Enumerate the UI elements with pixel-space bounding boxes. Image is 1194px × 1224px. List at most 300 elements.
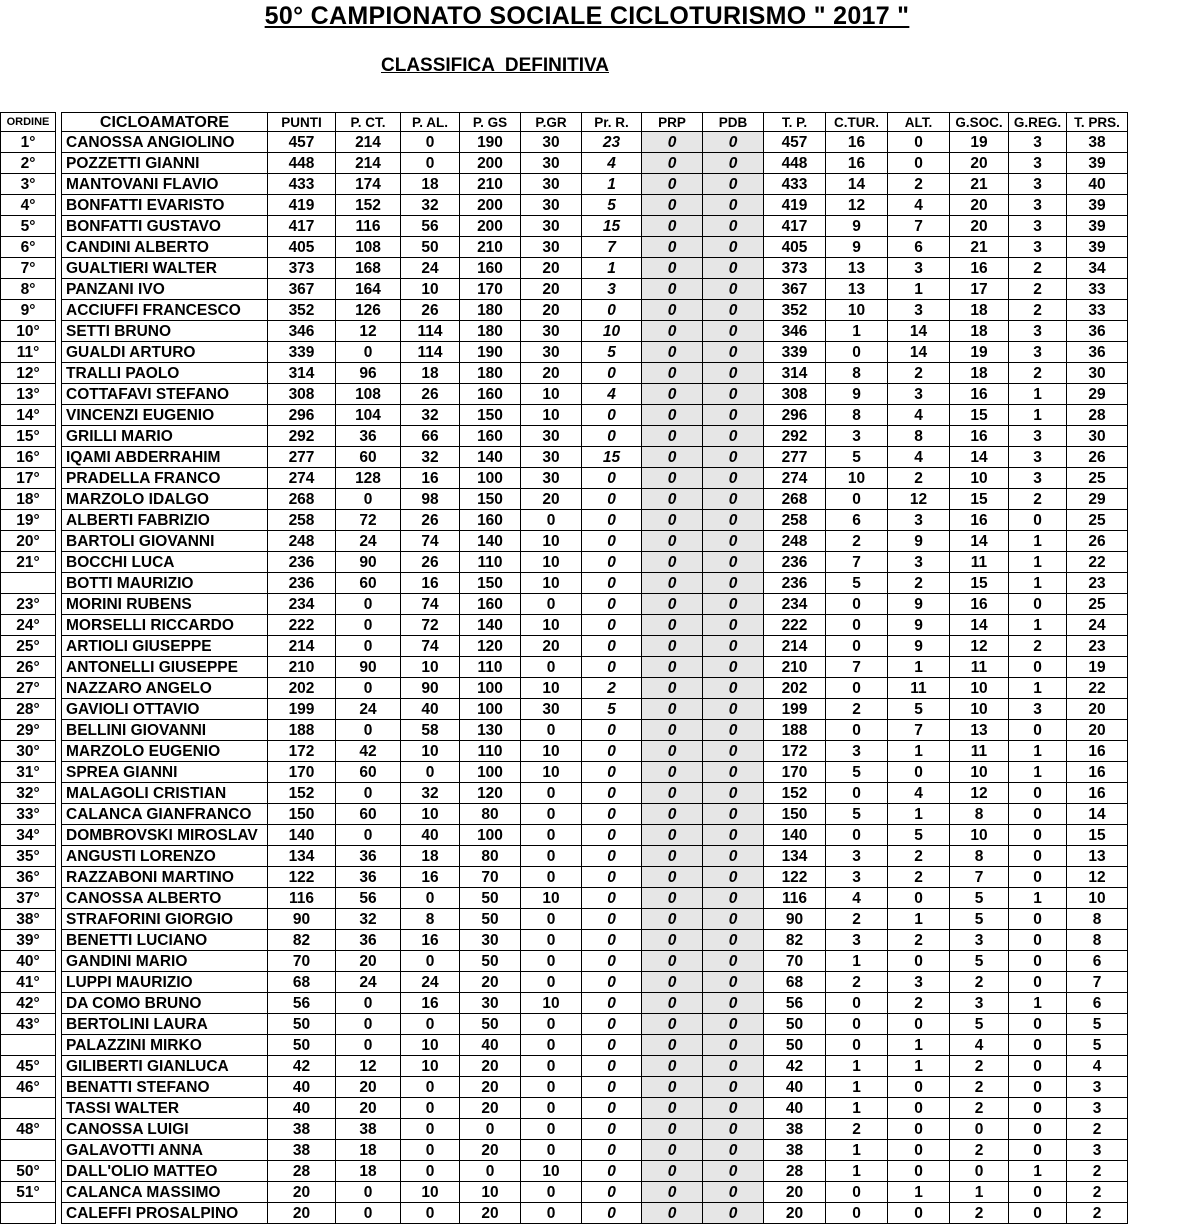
cell-t-prs: 2 [1067, 1203, 1128, 1224]
cell-ordine [1, 1203, 56, 1224]
cell-t-prs: 39 [1067, 195, 1128, 216]
cell-pr-r: 5 [582, 342, 642, 363]
cell-p-gr: 0 [521, 783, 582, 804]
cell-t-p: 419 [764, 195, 826, 216]
cell-p-gr: 10 [521, 531, 582, 552]
cell-p-gr: 0 [521, 951, 582, 972]
table-row [1, 153, 1128, 174]
cell-p-gs: 20 [460, 1098, 521, 1119]
cell-g-reg: 2 [1009, 363, 1067, 384]
cell-t-p: 122 [764, 867, 826, 888]
cell-pdb: 0 [703, 321, 764, 342]
cell-g-reg: 0 [1009, 783, 1067, 804]
cell-pr-r: 0 [582, 489, 642, 510]
cell-pr-r: 0 [582, 1098, 642, 1119]
cell-g-soc: 0 [950, 1161, 1009, 1182]
cell-p-gr: 0 [521, 1077, 582, 1098]
cell-g-reg: 0 [1009, 1140, 1067, 1161]
cell-t-p: 70 [764, 951, 826, 972]
cell-g-reg: 0 [1009, 1077, 1067, 1098]
cell-p-gr: 0 [521, 510, 582, 531]
cell-t-p: 50 [764, 1014, 826, 1035]
cell-pdb: 0 [703, 636, 764, 657]
cell-g-reg: 3 [1009, 342, 1067, 363]
cell-pdb: 0 [703, 405, 764, 426]
cell-pdb: 0 [703, 279, 764, 300]
cell-prp: 0 [642, 909, 703, 930]
cell-pdb: 0 [703, 447, 764, 468]
cell-p-gr: 0 [521, 1056, 582, 1077]
cell-ordine: 17° [1, 468, 56, 489]
cell-prp: 0 [642, 405, 703, 426]
cell-punti: 352 [268, 300, 336, 321]
cell-g-reg: 0 [1009, 867, 1067, 888]
cell-pr-r: 0 [582, 909, 642, 930]
cell-pdb: 0 [703, 594, 764, 615]
cell-p-ct: 0 [336, 825, 401, 846]
cell-alt: 1 [888, 804, 950, 825]
cell-p-gs: 120 [460, 636, 521, 657]
cell-t-prs: 5 [1067, 1014, 1128, 1035]
cell-c-tur: 0 [826, 1203, 888, 1224]
cell-g-soc: 19 [950, 342, 1009, 363]
cell-ordine: 30° [1, 741, 56, 762]
cell-alt: 0 [888, 1098, 950, 1119]
cell-p-gs: 170 [460, 279, 521, 300]
cell-c-tur: 4 [826, 888, 888, 909]
cell-cicloamatore: LUPPI MAURIZIO [62, 972, 268, 993]
cell-g-soc: 8 [950, 804, 1009, 825]
table-row [1, 720, 1128, 741]
cell-punti: 292 [268, 426, 336, 447]
cell-alt: 2 [888, 174, 950, 195]
cell-p-al: 0 [401, 132, 460, 153]
cell-alt: 9 [888, 594, 950, 615]
cell-punti: 28 [268, 1161, 336, 1182]
cell-t-p: 82 [764, 930, 826, 951]
cell-prp: 0 [642, 279, 703, 300]
cell-prp: 0 [642, 762, 703, 783]
cell-g-reg: 2 [1009, 636, 1067, 657]
cell-t-p: 236 [764, 552, 826, 573]
cell-alt: 0 [888, 1203, 950, 1224]
cell-p-al: 90 [401, 678, 460, 699]
cell-p-al: 16 [401, 993, 460, 1014]
cell-p-al: 16 [401, 573, 460, 594]
cell-g-soc: 16 [950, 384, 1009, 405]
cell-pdb: 0 [703, 741, 764, 762]
cell-cicloamatore: MORSELLI RICCARDO [62, 615, 268, 636]
cell-punti: 236 [268, 552, 336, 573]
cell-c-tur: 8 [826, 405, 888, 426]
cell-punti: 222 [268, 615, 336, 636]
table-row [1, 993, 1128, 1014]
cell-g-reg: 1 [1009, 552, 1067, 573]
cell-t-p: 346 [764, 321, 826, 342]
cell-ordine: 46° [1, 1077, 56, 1098]
cell-t-prs: 3 [1067, 1140, 1128, 1161]
cell-ordine: 12° [1, 363, 56, 384]
cell-punti: 116 [268, 888, 336, 909]
cell-pdb: 0 [703, 699, 764, 720]
cell-alt: 3 [888, 510, 950, 531]
cell-prp: 0 [642, 636, 703, 657]
cell-alt: 4 [888, 195, 950, 216]
cell-pr-r: 0 [582, 405, 642, 426]
cell-cicloamatore: BELLINI GIOVANNI [62, 720, 268, 741]
cell-p-al: 0 [401, 1119, 460, 1140]
cell-p-al: 0 [401, 1203, 460, 1224]
cell-g-reg: 3 [1009, 216, 1067, 237]
table-row [1, 321, 1128, 342]
cell-ordine: 34° [1, 825, 56, 846]
cell-alt: 2 [888, 867, 950, 888]
cell-g-reg: 1 [1009, 993, 1067, 1014]
cell-cicloamatore: GANDINI MARIO [62, 951, 268, 972]
cell-p-al: 18 [401, 363, 460, 384]
header-cicloamatore: CICLOAMATORE [62, 113, 268, 132]
cell-prp: 0 [642, 825, 703, 846]
cell-c-tur: 5 [826, 762, 888, 783]
cell-alt: 12 [888, 489, 950, 510]
cell-punti: 90 [268, 909, 336, 930]
cell-prp: 0 [642, 951, 703, 972]
cell-alt: 5 [888, 699, 950, 720]
cell-p-ct: 0 [336, 720, 401, 741]
header-p-gs: P. GS [460, 113, 521, 132]
cell-punti: 38 [268, 1140, 336, 1161]
cell-ordine: 36° [1, 867, 56, 888]
cell-p-gr: 0 [521, 867, 582, 888]
cell-alt: 2 [888, 930, 950, 951]
cell-prp: 0 [642, 720, 703, 741]
table-row [1, 258, 1128, 279]
cell-p-gr: 0 [521, 1182, 582, 1203]
cell-pr-r: 1 [582, 174, 642, 195]
cell-p-gs: 150 [460, 489, 521, 510]
cell-g-soc: 5 [950, 909, 1009, 930]
cell-prp: 0 [642, 1119, 703, 1140]
cell-t-prs: 30 [1067, 363, 1128, 384]
cell-cicloamatore: IQAMI ABDERRAHIM [62, 447, 268, 468]
cell-cicloamatore: ANGUSTI LORENZO [62, 846, 268, 867]
cell-prp: 0 [642, 993, 703, 1014]
cell-prp: 0 [642, 888, 703, 909]
cell-p-gs: 180 [460, 363, 521, 384]
cell-prp: 0 [642, 552, 703, 573]
cell-cicloamatore: BARTOLI GIOVANNI [62, 531, 268, 552]
table-row [1, 888, 1128, 909]
cell-g-reg: 0 [1009, 1119, 1067, 1140]
cell-g-soc: 10 [950, 468, 1009, 489]
cell-g-soc: 5 [950, 1014, 1009, 1035]
cell-p-al: 32 [401, 783, 460, 804]
cell-t-p: 308 [764, 384, 826, 405]
cell-p-ct: 128 [336, 468, 401, 489]
cell-g-reg: 3 [1009, 237, 1067, 258]
cell-alt: 2 [888, 363, 950, 384]
cell-pdb: 0 [703, 1203, 764, 1224]
cell-cicloamatore: DOMBROVSKI MIROSLAV [62, 825, 268, 846]
cell-pr-r: 0 [582, 615, 642, 636]
cell-p-al: 18 [401, 846, 460, 867]
cell-pdb: 0 [703, 1014, 764, 1035]
cell-prp: 0 [642, 363, 703, 384]
cell-pr-r: 0 [582, 846, 642, 867]
table-row [1, 1203, 1128, 1224]
cell-punti: 50 [268, 1035, 336, 1056]
cell-pdb: 0 [703, 1035, 764, 1056]
cell-t-p: 292 [764, 426, 826, 447]
cell-p-gr: 10 [521, 741, 582, 762]
cell-p-ct: 90 [336, 657, 401, 678]
cell-g-reg: 0 [1009, 1014, 1067, 1035]
cell-cicloamatore: MARZOLO IDALGO [62, 489, 268, 510]
cell-p-gr: 0 [521, 972, 582, 993]
cell-alt: 3 [888, 384, 950, 405]
cell-c-tur: 0 [826, 489, 888, 510]
cell-alt: 6 [888, 237, 950, 258]
cell-c-tur: 14 [826, 174, 888, 195]
table-row [1, 594, 1128, 615]
table-row [1, 1077, 1128, 1098]
cell-prp: 0 [642, 783, 703, 804]
cell-t-prs: 3 [1067, 1098, 1128, 1119]
table-row [1, 405, 1128, 426]
cell-ordine: 38° [1, 909, 56, 930]
cell-p-gr: 10 [521, 615, 582, 636]
cell-prp: 0 [642, 1077, 703, 1098]
page-subtitle: CLASSIFICA DEFINITIVA [381, 55, 609, 76]
cell-p-gs: 10 [460, 1182, 521, 1203]
cell-punti: 202 [268, 678, 336, 699]
cell-pdb: 0 [703, 216, 764, 237]
cell-pr-r: 0 [582, 762, 642, 783]
cell-punti: 234 [268, 594, 336, 615]
cell-g-reg: 0 [1009, 720, 1067, 741]
cell-cicloamatore: BOCCHI LUCA [62, 552, 268, 573]
cell-prp: 0 [642, 447, 703, 468]
cell-cicloamatore: GILIBERTI GIANLUCA [62, 1056, 268, 1077]
cell-p-ct: 38 [336, 1119, 401, 1140]
header-p-gr: P.GR [521, 113, 582, 132]
cell-prp: 0 [642, 741, 703, 762]
cell-pdb: 0 [703, 195, 764, 216]
cell-p-ct: 0 [336, 489, 401, 510]
cell-pdb: 0 [703, 1119, 764, 1140]
cell-p-gr: 0 [521, 1014, 582, 1035]
cell-g-reg: 0 [1009, 972, 1067, 993]
cell-alt: 3 [888, 300, 950, 321]
cell-p-gr: 30 [521, 237, 582, 258]
cell-c-tur: 13 [826, 258, 888, 279]
cell-g-reg: 3 [1009, 447, 1067, 468]
cell-p-gr: 10 [521, 888, 582, 909]
cell-g-soc: 7 [950, 867, 1009, 888]
cell-ordine: 11° [1, 342, 56, 363]
cell-pr-r: 0 [582, 552, 642, 573]
cell-p-al: 8 [401, 909, 460, 930]
cell-p-gs: 100 [460, 699, 521, 720]
cell-cicloamatore: TRALLI PAOLO [62, 363, 268, 384]
cell-p-gs: 20 [460, 1203, 521, 1224]
cell-prp: 0 [642, 699, 703, 720]
header-ordine: ORDINE [1, 113, 56, 132]
header-p-al: P. AL. [401, 113, 460, 132]
cell-prp: 0 [642, 531, 703, 552]
cell-t-prs: 15 [1067, 825, 1128, 846]
cell-cicloamatore: CALEFFI PROSALPINO [62, 1203, 268, 1224]
cell-g-soc: 11 [950, 741, 1009, 762]
cell-c-tur: 0 [826, 1182, 888, 1203]
cell-p-al: 72 [401, 615, 460, 636]
header-prp: PRP [642, 113, 703, 132]
cell-prp: 0 [642, 237, 703, 258]
cell-cicloamatore: PALAZZINI MIRKO [62, 1035, 268, 1056]
cell-cicloamatore: ALBERTI FABRIZIO [62, 510, 268, 531]
cell-cicloamatore: ACCIUFFI FRANCESCO [62, 300, 268, 321]
cell-pr-r: 10 [582, 321, 642, 342]
cell-p-gs: 160 [460, 510, 521, 531]
cell-g-soc: 8 [950, 846, 1009, 867]
cell-p-al: 26 [401, 384, 460, 405]
cell-p-gr: 0 [521, 909, 582, 930]
cell-p-al: 10 [401, 279, 460, 300]
cell-pdb: 0 [703, 1098, 764, 1119]
cell-g-soc: 10 [950, 762, 1009, 783]
cell-prp: 0 [642, 384, 703, 405]
cell-c-tur: 1 [826, 321, 888, 342]
cell-ordine: 1° [1, 132, 56, 153]
cell-cicloamatore: BENETTI LUCIANO [62, 930, 268, 951]
cell-t-prs: 8 [1067, 909, 1128, 930]
table-row [1, 1161, 1128, 1182]
header-t-p: T. P. [764, 113, 826, 132]
cell-p-al: 24 [401, 258, 460, 279]
cell-p-ct: 36 [336, 867, 401, 888]
cell-t-prs: 33 [1067, 300, 1128, 321]
header-row [1, 113, 1128, 132]
cell-cicloamatore: CALANCA GIANFRANCO [62, 804, 268, 825]
cell-cicloamatore: SETTI BRUNO [62, 321, 268, 342]
cell-c-tur: 1 [826, 1056, 888, 1077]
cell-p-al: 0 [401, 1161, 460, 1182]
cell-t-prs: 29 [1067, 489, 1128, 510]
table-row [1, 552, 1128, 573]
cell-p-ct: 12 [336, 1056, 401, 1077]
header-g-reg: G.REG. [1009, 113, 1067, 132]
cell-p-al: 98 [401, 489, 460, 510]
cell-g-soc: 11 [950, 552, 1009, 573]
cell-p-al: 0 [401, 153, 460, 174]
cell-prp: 0 [642, 342, 703, 363]
cell-ordine: 48° [1, 1119, 56, 1140]
cell-g-soc: 3 [950, 930, 1009, 951]
cell-p-gs: 150 [460, 573, 521, 594]
cell-punti: 150 [268, 804, 336, 825]
header-pdb: PDB [703, 113, 764, 132]
cell-t-p: 248 [764, 531, 826, 552]
cell-pdb: 0 [703, 258, 764, 279]
cell-p-gr: 30 [521, 447, 582, 468]
cell-t-prs: 29 [1067, 384, 1128, 405]
cell-p-gr: 20 [521, 279, 582, 300]
cell-p-gs: 80 [460, 804, 521, 825]
cell-pdb: 0 [703, 489, 764, 510]
cell-ordine: 21° [1, 552, 56, 573]
cell-punti: 274 [268, 468, 336, 489]
cell-g-reg: 1 [1009, 405, 1067, 426]
table-row [1, 132, 1128, 153]
cell-t-p: 56 [764, 993, 826, 1014]
cell-p-gr: 0 [521, 1098, 582, 1119]
cell-g-reg: 0 [1009, 1056, 1067, 1077]
cell-ordine: 45° [1, 1056, 56, 1077]
cell-pdb: 0 [703, 300, 764, 321]
cell-pr-r: 5 [582, 195, 642, 216]
cell-alt: 1 [888, 1035, 950, 1056]
cell-g-reg: 0 [1009, 825, 1067, 846]
cell-t-p: 274 [764, 468, 826, 489]
table-row [1, 279, 1128, 300]
cell-punti: 373 [268, 258, 336, 279]
cell-p-ct: 164 [336, 279, 401, 300]
cell-punti: 56 [268, 993, 336, 1014]
cell-pdb: 0 [703, 1056, 764, 1077]
cell-pr-r: 0 [582, 930, 642, 951]
cell-pdb: 0 [703, 783, 764, 804]
cell-t-p: 188 [764, 720, 826, 741]
header-pr-r: Pr. R. [582, 113, 642, 132]
cell-pr-r: 3 [582, 279, 642, 300]
cell-g-soc: 15 [950, 489, 1009, 510]
cell-prp: 0 [642, 153, 703, 174]
cell-g-soc: 11 [950, 657, 1009, 678]
table-row [1, 384, 1128, 405]
cell-alt: 14 [888, 321, 950, 342]
cell-p-ct: 104 [336, 405, 401, 426]
cell-t-prs: 39 [1067, 216, 1128, 237]
cell-p-ct: 20 [336, 951, 401, 972]
header-c-tur: C.TUR. [826, 113, 888, 132]
cell-prp: 0 [642, 1035, 703, 1056]
cell-ordine: 42° [1, 993, 56, 1014]
header-punti: PUNTI [268, 113, 336, 132]
cell-t-p: 457 [764, 132, 826, 153]
cell-ordine: 31° [1, 762, 56, 783]
table-row [1, 1119, 1128, 1140]
cell-t-p: 152 [764, 783, 826, 804]
cell-prp: 0 [642, 678, 703, 699]
cell-alt: 0 [888, 951, 950, 972]
cell-pdb: 0 [703, 1182, 764, 1203]
cell-p-ct: 36 [336, 930, 401, 951]
table-row [1, 1035, 1128, 1056]
cell-ordine: 7° [1, 258, 56, 279]
table-row [1, 867, 1128, 888]
cell-p-gr: 30 [521, 321, 582, 342]
cell-g-soc: 10 [950, 699, 1009, 720]
cell-cicloamatore: BONFATTI GUSTAVO [62, 216, 268, 237]
cell-prp: 0 [642, 615, 703, 636]
cell-g-soc: 16 [950, 510, 1009, 531]
cell-p-gr: 0 [521, 594, 582, 615]
cell-g-reg: 0 [1009, 1035, 1067, 1056]
cell-p-al: 26 [401, 300, 460, 321]
cell-t-prs: 33 [1067, 279, 1128, 300]
cell-t-prs: 16 [1067, 783, 1128, 804]
cell-p-al: 32 [401, 405, 460, 426]
